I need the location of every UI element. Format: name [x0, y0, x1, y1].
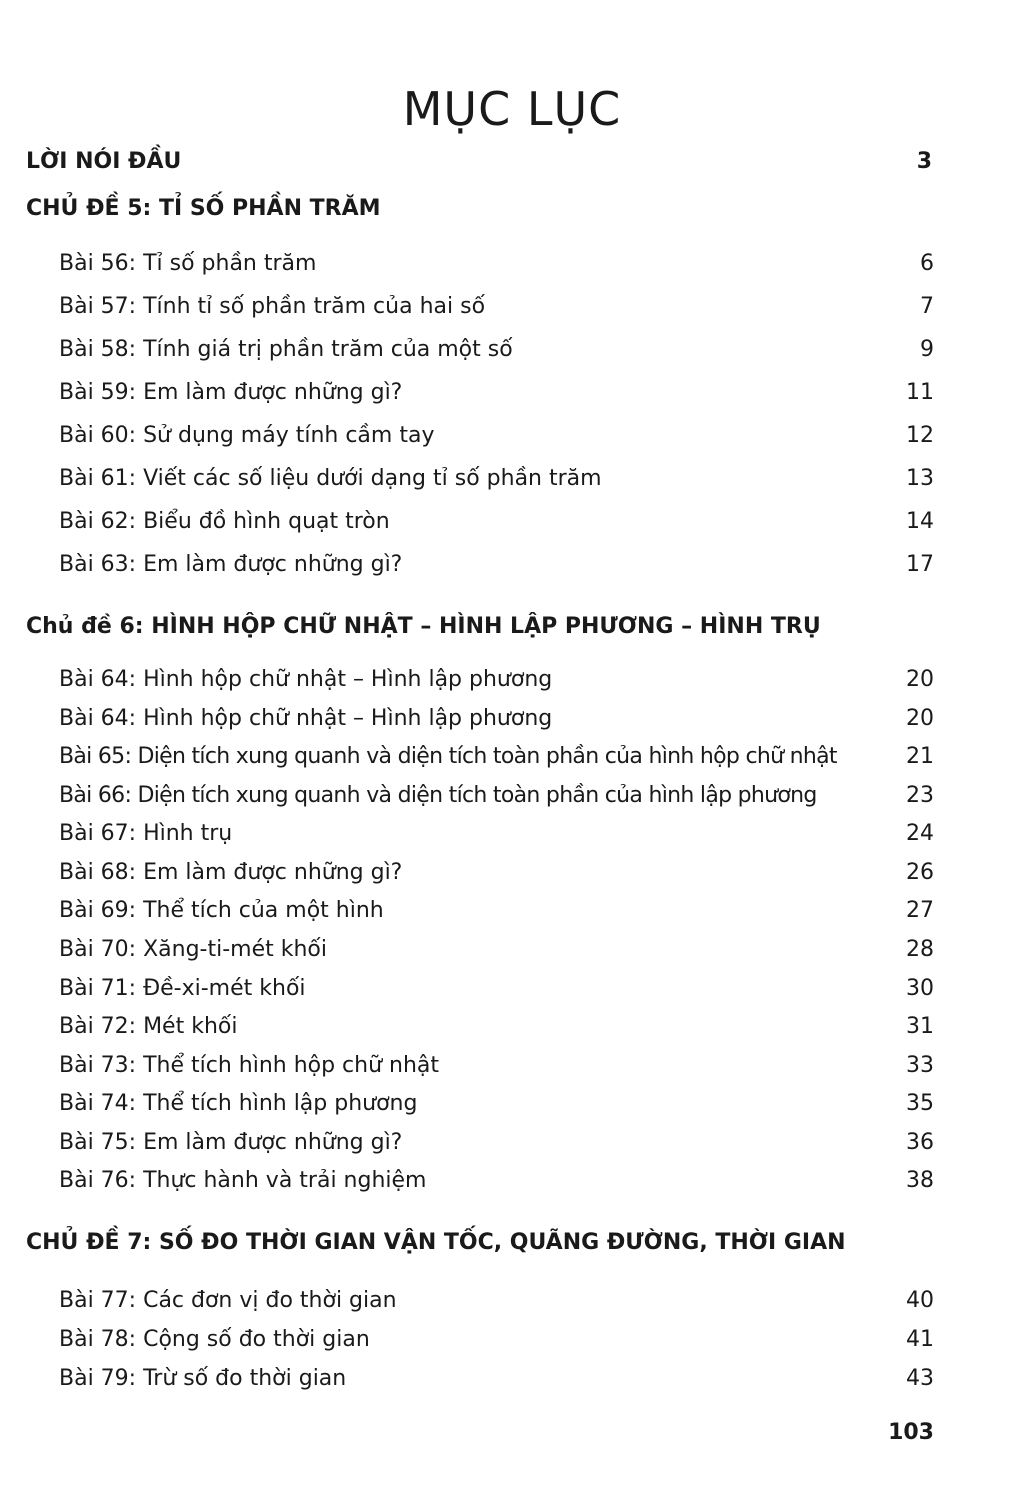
toc-entry-page: 31: [906, 1014, 934, 1039]
toc-entry: [59, 741, 934, 773]
toc-entry-page: 21: [906, 744, 934, 769]
toc-entry: [59, 1363, 934, 1395]
toc-entry-label: Bài 67: Hình trụ: [59, 821, 233, 846]
toc-entry-label: Bài 64: Hình hộp chữ nhật – Hình lập phương: [59, 667, 553, 692]
toc-entry-page: 20: [906, 706, 934, 731]
topic-6-heading: [26, 611, 932, 643]
toc-entry: [59, 818, 934, 850]
toc-entry: [59, 664, 934, 696]
toc-entry: [59, 248, 934, 280]
toc-entry-page: 26: [906, 860, 934, 885]
toc-entry-label: Bài 63: Em làm được những gì?: [59, 552, 403, 577]
toc-entry: [59, 506, 934, 538]
toc-entry-page: 20: [906, 667, 934, 692]
toc-entry-page: 41: [906, 1327, 934, 1352]
toc-entry: [59, 420, 934, 452]
toc-entry-label: Bài 56: Tỉ số phần trăm: [59, 251, 317, 276]
toc-entry: [59, 1165, 934, 1197]
toc-entry-page: 43: [906, 1366, 934, 1391]
topic-5-heading: [26, 193, 932, 225]
toc-entry-page: 11: [906, 380, 934, 405]
topic-heading-text: CHỦ ĐỀ 5: TỈ SỐ PHẦN TRĂM: [26, 196, 381, 221]
toc-entry-page: 17: [906, 552, 934, 577]
toc-entry-page: 36: [906, 1130, 934, 1155]
toc-entry: [59, 703, 934, 735]
toc-entry: [59, 463, 934, 495]
toc-entry-label: Bài 57: Tính tỉ số phần trăm của hai số: [59, 294, 486, 319]
toc-entry-label: Bài 66: Diện tích xung quanh và diện tích toàn phần của hình lập phương: [59, 783, 817, 808]
toc-entry-label: Bài 72: Mét khối: [59, 1014, 238, 1039]
toc-entry-label: Bài 70: Xăng-ti-mét khối: [59, 937, 327, 962]
toc-entry-page: 27: [906, 898, 934, 923]
toc-entry: [59, 1011, 934, 1043]
toc-entry-page: 35: [906, 1091, 934, 1116]
toc-entry-label: LỜI NÓI ĐẦU: [26, 149, 182, 174]
toc-entry-page: 23: [906, 783, 934, 808]
toc-entry-page: 33: [906, 1053, 934, 1078]
toc-entry-label: Bài 74: Thể tích hình lập phương: [59, 1091, 418, 1116]
toc-entry-label: Bài 76: Thực hành và trải nghiệm: [59, 1168, 427, 1193]
toc-entry-label: Bài 65: Diện tích xung quanh và diện tích toàn phần của hình hộp chữ nhật: [59, 744, 837, 769]
toc-entry-page: 24: [906, 821, 934, 846]
toc-entry-page: 13: [906, 466, 934, 491]
page-title: MỤC LỤC: [402, 82, 622, 136]
toc-entry: [59, 1088, 934, 1120]
toc-entry: [59, 780, 934, 812]
toc-entry-preface: [26, 146, 932, 178]
toc-entry: [59, 1285, 934, 1317]
toc-entry-page: 28: [906, 937, 934, 962]
topic-heading-text: CHỦ ĐỀ 7: SỐ ĐO THỜI GIAN VẬN TỐC, QUÃNG ĐƯỜNG, THỜI GIAN: [26, 1230, 846, 1255]
toc-entry-label: Bài 75: Em làm được những gì?: [59, 1130, 403, 1155]
toc-entry-label: Bài 79: Trừ số đo thời gian: [59, 1366, 347, 1391]
toc-entry: [59, 1050, 934, 1082]
toc-entry: [59, 549, 934, 581]
toc-entry-page: 7: [920, 294, 934, 319]
toc-entry-page: 40: [906, 1288, 934, 1313]
toc-entry-page: 38: [906, 1168, 934, 1193]
toc-entry: [59, 334, 934, 366]
toc-entry-page: 9: [920, 337, 934, 362]
toc-entry-label: Bài 77: Các đơn vị đo thời gian: [59, 1288, 397, 1313]
toc-entry-label: Bài 58: Tính giá trị phần trăm của một số: [59, 337, 513, 362]
toc-entry: [59, 934, 934, 966]
toc-entry: [59, 377, 934, 409]
topic-7-heading: [26, 1227, 932, 1259]
toc-entry-page: 3: [916, 149, 932, 174]
page-number: 103: [888, 1420, 934, 1445]
toc-entry-label: Bài 62: Biểu đồ hình quạt tròn: [59, 509, 390, 534]
toc-entry: [59, 1324, 934, 1356]
toc-entry-label: Bài 78: Cộng số đo thời gian: [59, 1327, 370, 1352]
toc-entry-label: Bài 61: Viết các số liệu dưới dạng tỉ số phần trăm: [59, 466, 602, 491]
toc-entry: [59, 1127, 934, 1159]
toc-entry-label: Bài 60: Sử dụng máy tính cầm tay: [59, 423, 435, 448]
toc-entry-page: 6: [920, 251, 934, 276]
toc-entry-label: Bài 71: Đề-xi-mét khối: [59, 976, 306, 1001]
toc-entry-page: 12: [906, 423, 934, 448]
toc-entry: [59, 291, 934, 323]
toc-entry-label: Bài 68: Em làm được những gì?: [59, 860, 403, 885]
topic-heading-text: Chủ đề 6: HÌNH HỘP CHỮ NHẬT – HÌNH LẬP PHƯƠNG – HÌNH TRỤ: [26, 614, 821, 639]
toc-entry-label: Bài 64: Hình hộp chữ nhật – Hình lập phương: [59, 706, 553, 731]
toc-entry: [59, 857, 934, 889]
toc-entry-label: Bài 69: Thể tích của một hình: [59, 898, 384, 923]
toc-entry-page: 14: [906, 509, 934, 534]
toc-entry-label: Bài 73: Thể tích hình hộp chữ nhật: [59, 1053, 440, 1078]
toc-entry: [59, 895, 934, 927]
toc-entry: [59, 973, 934, 1005]
toc-entry-page: 30: [906, 976, 934, 1001]
toc-entry-label: Bài 59: Em làm được những gì?: [59, 380, 403, 405]
